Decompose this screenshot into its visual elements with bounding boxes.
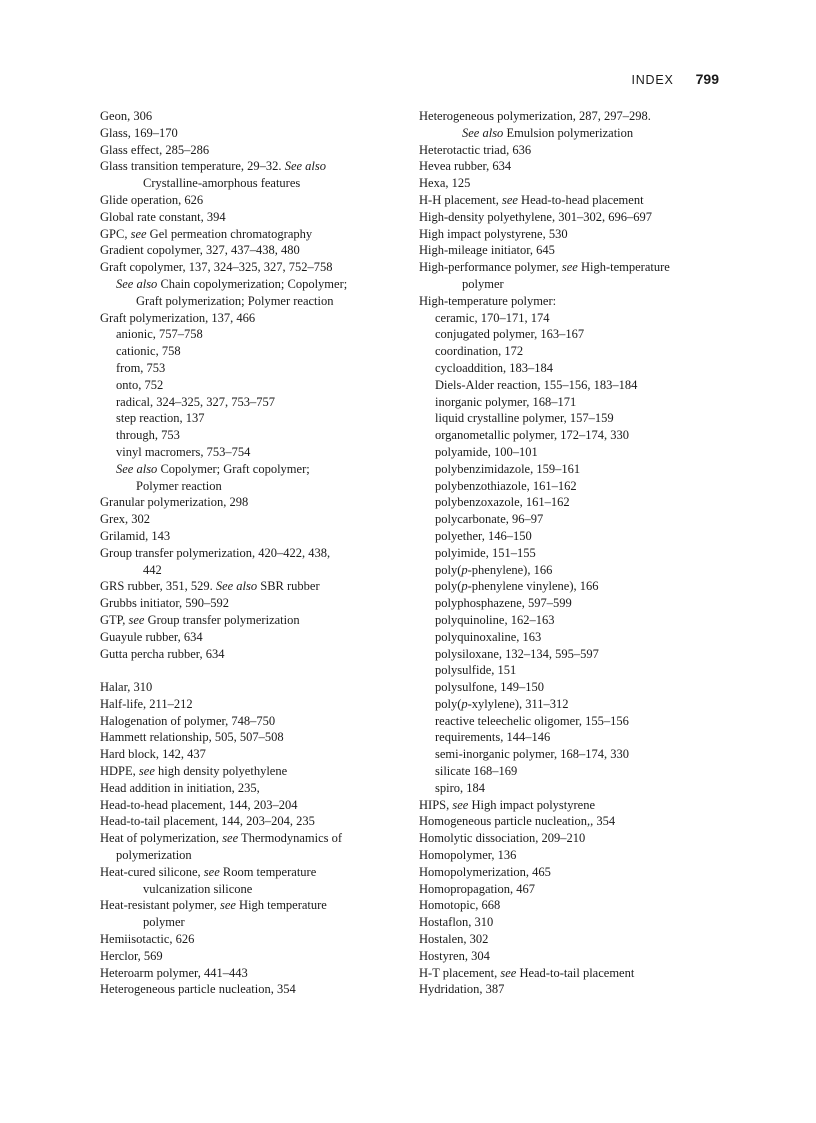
index-entry: Heat-cured silicone, see Room temperature <box>100 864 317 879</box>
cross-reference-term: p <box>461 562 468 577</box>
index-subentry: from, 753 <box>116 360 166 375</box>
index-subentry: through, 753 <box>116 428 180 443</box>
index-entry: Homogeneous particle nucleation,, 354 <box>419 814 616 829</box>
index-subentry: polyether, 146–150 <box>435 528 532 543</box>
index-entry: High impact polystyrene, 530 <box>419 226 568 241</box>
index-subentry: semi-inorganic polymer, 168–174, 330 <box>435 747 630 762</box>
index-subentry: polymerization <box>116 848 192 863</box>
index-entry: Hostyren, 304 <box>419 948 490 963</box>
index-entry: High-density polyethylene, 301–302, 696–697 <box>419 209 652 224</box>
cross-reference-term: p <box>461 579 468 594</box>
index-entry: Global rate constant, 394 <box>100 209 226 224</box>
index-entry: Gradient copolymer, 327, 437–438, 480 <box>100 243 300 258</box>
index-entry: Geon, 306 <box>100 109 153 123</box>
index-subentry: liquid crystalline polymer, 157–159 <box>435 411 614 426</box>
index-subentry: polybenzoxazole, 161–162 <box>435 495 570 510</box>
index-subentry: spiro, 184 <box>435 780 485 795</box>
index-entry: Grilamid, 143 <box>100 528 171 543</box>
page-header <box>0 71 719 89</box>
index-entry: High-mileage initiator, 645 <box>419 243 555 258</box>
index-entry: Head-to-tail placement, 144, 203–204, 235 <box>100 814 315 829</box>
index-entry: Hemiisotactic, 626 <box>100 932 195 947</box>
index-entry: H-T placement, see Head-to-tail placement <box>419 965 635 980</box>
cross-reference-term: see <box>130 226 147 241</box>
index-entry: Glass effect, 285–286 <box>100 142 210 157</box>
index-entry: Head addition in initiation, 235, <box>100 780 260 795</box>
index-entry: Hexa, 125 <box>419 176 471 191</box>
cross-reference-term: see <box>128 612 145 627</box>
index-subentry: silicate 168–169 <box>435 764 518 779</box>
index-entry: Hard block, 142, 437 <box>100 747 206 762</box>
cross-reference-term: see <box>452 797 469 812</box>
index-entry: Homopolymer, 136 <box>419 848 517 863</box>
index-subentry: radical, 324–325, 327, 753–757 <box>116 394 276 409</box>
index-entry: Hostaflon, 310 <box>419 915 494 930</box>
index-entry: Granular polymerization, 298 <box>100 495 249 510</box>
index-entry: Homolytic dissociation, 209–210 <box>419 831 586 846</box>
page-number: 799 <box>695 71 719 87</box>
index-entry: Homopropagation, 467 <box>419 881 535 896</box>
index-continuation: vulcanization silicone <box>143 881 253 896</box>
cross-reference-term: see <box>222 831 239 846</box>
index-entry: Heteroarm polymer, 441–443 <box>100 965 248 980</box>
index-entry: Glide operation, 626 <box>100 192 204 207</box>
index-entry: Grex, 302 <box>100 512 150 527</box>
index-entry: Heterogeneous polymerization, 287, 297–298. <box>419 109 651 123</box>
index-subentry: poly(p-phenylene), 166 <box>435 562 553 577</box>
index-entry: High-performance polymer, see High-temperature <box>419 260 670 275</box>
cross-reference-term: see <box>219 898 236 913</box>
index-subentry: polysiloxane, 132–134, 595–597 <box>435 646 599 661</box>
index-subentry: polysulfone, 149–150 <box>435 680 545 695</box>
index-subentry: polybenzothiazole, 161–162 <box>435 478 577 493</box>
index-subentry: organometallic polymer, 172–174, 330 <box>435 428 630 443</box>
index-entry: High-temperature polymer: <box>419 293 557 308</box>
cross-reference-term: See also <box>116 461 158 476</box>
index-entry: Heterogeneous particle nucleation, 354 <box>100 982 296 997</box>
index-entry: Graft polymerization, 137, 466 <box>100 310 256 325</box>
index-continuation: Polymer reaction <box>136 478 222 493</box>
index-entry: GTP, see Group transfer polymerization <box>100 612 300 627</box>
index-entry: Heterotactic triad, 636 <box>419 142 532 157</box>
index-subentry: polybenzimidazole, 159–161 <box>435 461 581 476</box>
index-column-left <box>100 108 400 998</box>
index-entry: GPC, see Gel permeation chromatography <box>100 226 313 241</box>
index-entry: Hostalen, 302 <box>419 932 489 947</box>
index-subentry: polyamide, 100–101 <box>435 444 538 459</box>
index-subentry: vinyl macromers, 753–754 <box>116 444 251 459</box>
index-entry: Glass, 169–170 <box>100 125 178 140</box>
index-entry: Head-to-head placement, 144, 203–204 <box>100 797 298 812</box>
index-entry: Halar, 310 <box>100 680 153 695</box>
index-column-right <box>419 108 729 998</box>
index-entry: H-H placement, see Head-to-head placement <box>419 192 644 207</box>
index-entry: Half-life, 211–212 <box>100 696 193 711</box>
index-subentry: coordination, 172 <box>435 344 524 359</box>
index-continuation: polymer <box>462 276 504 291</box>
cross-reference-term: See also <box>215 579 258 594</box>
index-entry: Glass transition temperature, 29–32. See also <box>100 159 326 174</box>
index-entry: Graft copolymer, 137, 324–325, 327, 752–758 <box>100 260 333 275</box>
index-entry: Hevea rubber, 634 <box>419 159 512 174</box>
index-subentry: polyimide, 151–155 <box>435 545 536 560</box>
index-continuation: See also Emulsion polymerization <box>462 125 634 140</box>
cross-reference-term: see <box>138 764 155 779</box>
index-subentry: polyphosphazene, 597–599 <box>435 596 572 611</box>
cross-reference-term: See also <box>462 125 504 140</box>
index-entry: Gutta percha rubber, 634 <box>100 646 225 661</box>
index-entry: HDPE, see high density polyethylene <box>100 764 288 779</box>
cross-reference-term: p <box>461 696 468 711</box>
index-subentry: See also Copolymer; Graft copolymer; <box>116 461 310 476</box>
index-subentry: poly(p-xylylene), 311–312 <box>435 696 569 711</box>
index-entry: Homotopic, 668 <box>419 898 501 913</box>
index-subentry: anionic, 757–758 <box>116 327 203 342</box>
running-head: INDEX <box>631 73 674 87</box>
index-subentry: polyquinoxaline, 163 <box>435 629 542 644</box>
index-entry: Grubbs initiator, 590–592 <box>100 596 230 611</box>
cross-reference-term: see <box>500 965 517 980</box>
cross-reference-term: See also <box>284 159 326 174</box>
index-subentry: See also Chain copolymerization; Copolymer; <box>116 276 348 291</box>
index-entry: Group transfer polymerization, 420–422, 438, <box>100 545 331 560</box>
index-entry: GRS rubber, 351, 529. See also SBR rubber <box>100 579 320 594</box>
index-continuation: 442 <box>143 562 162 577</box>
index-subentry: cycloaddition, 183–184 <box>435 360 554 375</box>
index-continuation: Crystalline-amorphous features <box>143 176 301 191</box>
index-subentry: Diels-Alder reaction, 155–156, 183–184 <box>435 377 638 392</box>
cross-reference-term: see <box>561 260 578 275</box>
index-entry: Hydridation, 387 <box>419 982 505 997</box>
cross-reference-term: see <box>501 192 518 207</box>
index-entry: Guayule rubber, 634 <box>100 629 203 644</box>
index-subentry: polycarbonate, 96–97 <box>435 512 544 527</box>
index-subentry: poly(p-phenylene vinylene), 166 <box>435 579 599 594</box>
section-gap <box>100 662 400 679</box>
cross-reference-term: see <box>203 864 220 879</box>
index-subentry: polyquinoline, 162–163 <box>435 612 555 627</box>
index-entry: Homopolymerization, 465 <box>419 864 551 879</box>
index-continuation: Graft polymerization; Polymer reaction <box>136 293 334 308</box>
index-subentry: ceramic, 170–171, 174 <box>435 310 550 325</box>
index-entry: Halogenation of polymer, 748–750 <box>100 713 276 728</box>
index-subentry: conjugated polymer, 163–167 <box>435 327 585 342</box>
index-entry: Herclor, 569 <box>100 948 163 963</box>
index-subentry: cationic, 758 <box>116 344 181 359</box>
index-continuation: polymer <box>143 915 185 930</box>
index-subentry: step reaction, 137 <box>116 411 205 426</box>
index-entry: Heat-resistant polymer, see High temperature <box>100 898 327 913</box>
index-subentry: requirements, 144–146 <box>435 730 551 745</box>
index-subentry: polysulfide, 151 <box>435 663 517 678</box>
cross-reference-term: See also <box>116 276 158 291</box>
index-entry: Hammett relationship, 505, 507–508 <box>100 730 284 745</box>
index-subentry: reactive teleechelic oligomer, 155–156 <box>435 713 629 728</box>
index-entry: Heat of polymerization, see Thermodynamics of <box>100 831 343 846</box>
index-entry: HIPS, see High impact polystyrene <box>419 797 596 812</box>
index-subentry: onto, 752 <box>116 377 164 392</box>
index-subentry: inorganic polymer, 168–171 <box>435 394 577 409</box>
